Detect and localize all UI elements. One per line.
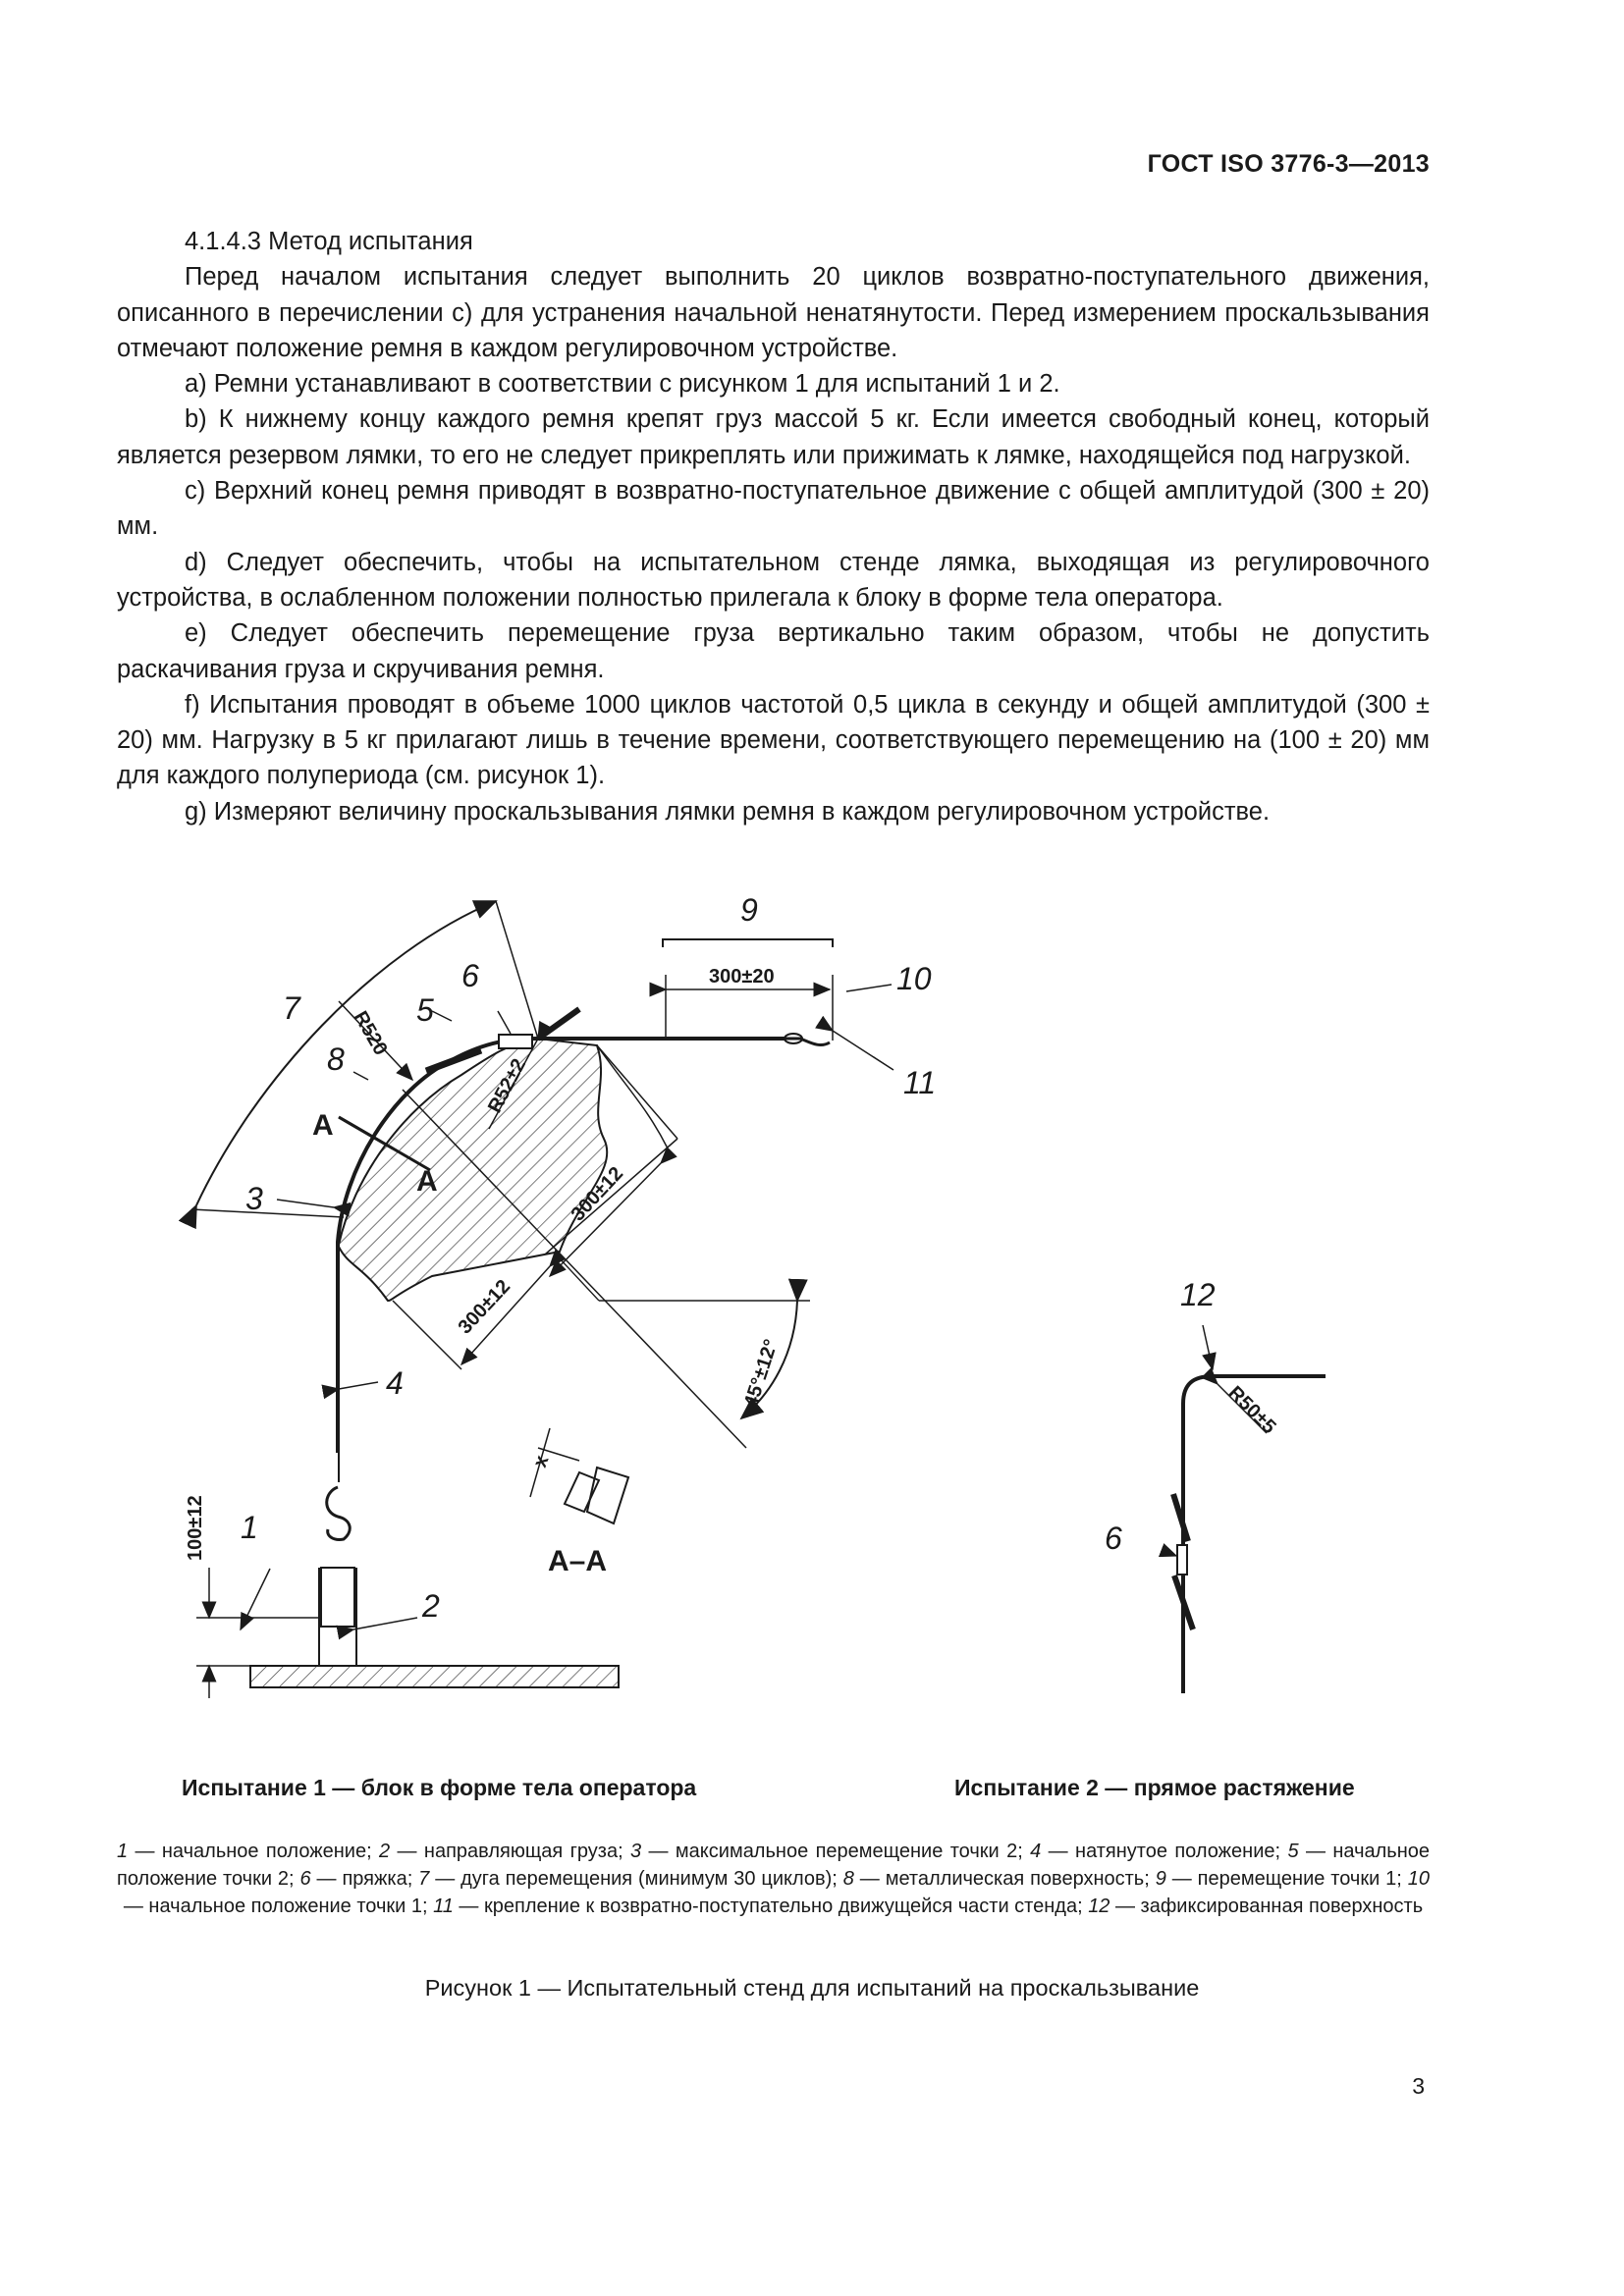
- label-3: 3: [245, 1181, 263, 1216]
- paragraph: d) Следует обеспечить, чтобы на испытательном стенде лямка, выходящая из регулировочного устройства, в ослабленном положении полностью прилегала к блоку в форме тела оператора.: [117, 548, 1430, 612]
- dim-block-b: 300±12: [454, 1275, 515, 1339]
- label-9: 9: [740, 892, 758, 928]
- paragraph: f) Испытания проводят в объеме 1000 циклов частотой 0,5 цикла в секунду и общей амплитудой (300 ± 20) мм. Нагрузку в 5 кг прилагают лишь в течение времени, соответствующего перемещению на (100 ± 20) мм для каждого полупериода (см. рисунок 1).: [117, 690, 1430, 790]
- caption-test1: Испытание 1 — блок в форме тела оператора: [182, 1775, 697, 1800]
- section-mark-a-bottom: A: [416, 1165, 438, 1198]
- page-number: 3: [1412, 2073, 1425, 2099]
- figure-legend: [117, 1838, 1430, 1920]
- legend-item: 10 — начальное положение точки 1;: [123, 1868, 1430, 1917]
- dim-block-a: 300±12: [567, 1162, 628, 1226]
- standard-header: ГОСТ ISO 3776-3—2013: [1147, 150, 1430, 178]
- legend-item: 12 — зафиксированная поверхность: [1088, 1896, 1424, 1917]
- dim-r52: R52±2: [483, 1055, 531, 1117]
- legend-item: 4 — натянутое положение;: [1030, 1841, 1288, 1862]
- section-body: [117, 224, 1430, 829]
- paragraph: c) Верхний конец ремня приводят в возвратно-поступательное движение с общей амплитудой (300 ± 20) мм.: [117, 477, 1430, 541]
- label-6-test2: 6: [1105, 1521, 1122, 1556]
- label-1: 1: [241, 1510, 258, 1545]
- label-8: 8: [327, 1041, 345, 1077]
- paragraph: Перед началом испытания следует выполнить 20 циклов возвратно-поступательного движения, описанного в перечислении c) для устранения начальной ненатянутости. Перед измерением проскальзывания отмечают положение ремня в каждом регулировочном устройстве.: [117, 263, 1430, 362]
- legend-item: 1 — начальное положение;: [117, 1841, 380, 1862]
- test-rig-figure: [0, 874, 1624, 1757]
- legend-item: 5 — начальное положение точки 2;: [117, 1841, 1430, 1890]
- dim-r520: R520: [349, 1007, 392, 1059]
- section-heading: 4.1.4.3 Метод испытания: [185, 228, 473, 255]
- label-2: 2: [422, 1588, 440, 1624]
- paragraph: b) К нижнему концу каждого ремня крепят груз массой 5 кг. Если имеется свободный конец, который является резервом лямки, то его не следует прикреплять или прижимать к лямке, находящейся под нагрузкой.: [117, 405, 1430, 469]
- dim-angle: 45°±12°: [739, 1336, 783, 1411]
- dim-travel: 300±20: [709, 966, 775, 988]
- label-7: 7: [283, 990, 300, 1026]
- paragraph: e) Следует обеспечить перемещение груза вертикально таким образом, чтобы не допустить раскачивания груза и скручивания ремня.: [117, 619, 1430, 683]
- paragraph: a) Ремни устанавливают в соответствии с рисунком 1 для испытаний 1 и 2.: [185, 370, 1060, 399]
- section-aa-title: А–А: [548, 1545, 608, 1577]
- legend-item: 7 — дуга перемещения (минимум 30 циклов);: [418, 1868, 843, 1890]
- legend-item: 2 — направляющая груза;: [379, 1841, 631, 1862]
- legend-item: 6 — пряжка;: [299, 1868, 419, 1890]
- label-11: 11: [903, 1065, 937, 1100]
- label-12: 12: [1180, 1277, 1216, 1312]
- figure-title: Рисунок 1 — Испытательный стенд для испытаний на проскальзывание: [424, 1975, 1200, 2001]
- section-mark-a-top: A: [312, 1109, 334, 1142]
- label-6: 6: [461, 958, 479, 993]
- legend-item: 3 — максимальное перемещение точки 2;: [630, 1841, 1031, 1862]
- caption-test2: Испытание 2 — прямое растяжение: [954, 1775, 1355, 1800]
- dim-r50: R50±5: [1223, 1381, 1280, 1439]
- legend-item: 11 — крепление к возвратно-поступательно движущейся части стенда;: [433, 1896, 1089, 1917]
- paragraph: g) Измеряют величину проскальзывания лямки ремня в каждом регулировочном устройстве.: [185, 797, 1271, 826]
- technical-drawing: [0, 874, 1624, 1757]
- legend-item: 8 — металлическая поверхность;: [842, 1868, 1156, 1890]
- label-5: 5: [416, 992, 434, 1028]
- dim-height: 100±12: [185, 1495, 206, 1561]
- legend-item: 9 — перемещение точки 1;: [1155, 1868, 1408, 1890]
- label-4: 4: [386, 1365, 404, 1401]
- label-10: 10: [896, 961, 932, 996]
- x-mark: x: [529, 1452, 554, 1470]
